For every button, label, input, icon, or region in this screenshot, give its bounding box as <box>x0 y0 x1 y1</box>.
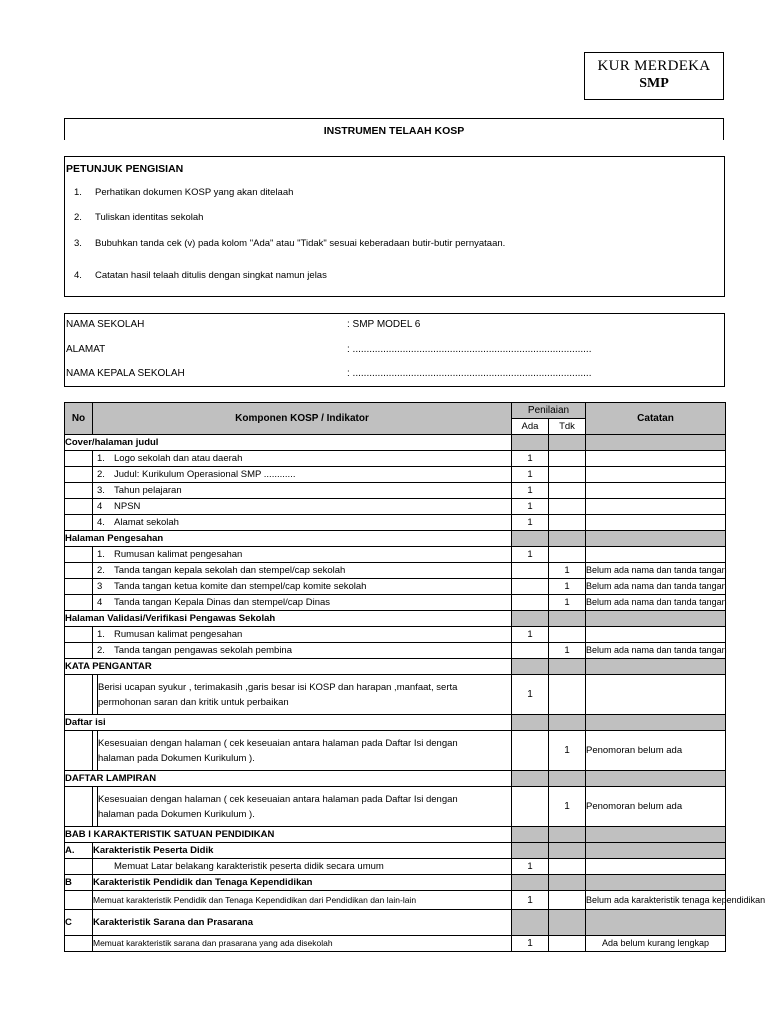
catatan-cell <box>586 483 726 499</box>
table-row <box>65 515 726 531</box>
indicator-text: Rumusan kalimat pengesahan <box>114 549 243 560</box>
subsection-title: Karakteristik Peserta Didik <box>93 843 512 859</box>
indicator-cell <box>98 787 512 827</box>
identitas-value: : ...................................................................................... <box>347 368 592 379</box>
tdk-cell <box>549 771 586 787</box>
table-row <box>65 936 726 952</box>
kur-line2: SMP <box>639 76 669 91</box>
tdk-cell <box>549 875 586 891</box>
catatan-cell <box>586 531 726 547</box>
section-title: KATA PENGANTAR <box>65 659 512 675</box>
tdk-cell <box>549 547 586 563</box>
header-catatan: Catatan <box>586 403 726 435</box>
subsection-title: Karakteristik Pendidik dan Tenaga Kependidikan <box>93 875 512 891</box>
indicator-text: Logo sekolah dan atau daerah <box>114 453 243 464</box>
table-row <box>65 843 726 859</box>
no-cell <box>65 579 93 595</box>
section-title: Halaman Validasi/Verifikasi Pengawas Sekolah <box>65 611 512 627</box>
ada-cell <box>512 595 549 611</box>
catatan-cell: Belum ada karakteristik tenaga kependidikan <box>586 891 726 910</box>
identitas-label: NAMA SEKOLAH <box>66 319 145 330</box>
indicator-number: 3 <box>97 581 103 592</box>
indicator-text: Alamat sekolah <box>114 517 179 528</box>
ada-cell <box>512 563 549 579</box>
indicator-text: Rumusan kalimat pengesahan <box>114 629 243 640</box>
petunjuk-item: 1. Perhatikan dokumen KOSP yang akan ditelaah <box>74 187 294 198</box>
table-row <box>65 451 726 467</box>
ada-cell: 1 <box>512 483 549 499</box>
tdk-cell: 1 <box>549 595 586 611</box>
tdk-cell <box>549 859 586 875</box>
table-row <box>65 771 726 787</box>
table-row <box>65 579 726 595</box>
tdk-cell <box>549 843 586 859</box>
subsection-no: A. <box>65 843 93 859</box>
ada-cell: 1 <box>512 467 549 483</box>
kurikulum-label-box <box>584 52 724 100</box>
kosp-review-table <box>64 402 766 952</box>
indicator-text: Tanda tangan ketua komite dan stempel/cap komite sekolah <box>114 581 367 592</box>
ada-cell <box>512 611 549 627</box>
indicator-cell <box>93 579 512 595</box>
ada-cell <box>512 731 549 771</box>
tdk-cell <box>549 659 586 675</box>
identitas-value: : SMP MODEL 6 <box>347 319 421 330</box>
indicator-number: 2. <box>97 469 105 480</box>
ada-cell <box>512 787 549 827</box>
table-row <box>65 787 726 827</box>
tdk-cell <box>549 483 586 499</box>
subsection-no: C <box>65 910 93 936</box>
no-cell <box>65 787 93 827</box>
subsection-title: Karakteristik Sarana dan Prasarana <box>93 910 512 936</box>
no-cell <box>65 595 93 611</box>
ada-cell <box>512 531 549 547</box>
catatan-cell <box>586 627 726 643</box>
tdk-cell <box>549 715 586 731</box>
indicator-cell <box>93 515 512 531</box>
table-row <box>65 531 726 547</box>
table-row <box>65 659 726 675</box>
ada-cell: 1 <box>512 859 549 875</box>
no-cell <box>65 891 93 910</box>
identitas-value: : ...................................................................................... <box>347 344 592 355</box>
no-cell <box>65 731 93 771</box>
catatan-cell <box>586 859 726 875</box>
header-komponen: Komponen KOSP / Indikator <box>93 403 512 435</box>
no-cell <box>65 483 93 499</box>
petunjuk-item: 3. Bubuhkan tanda cek (v) pada kolom "Ada" atau "Tidak" sesuai keberadaan butir-butir pernyataan. <box>74 238 506 249</box>
section-title: Cover/halaman judul <box>65 435 512 451</box>
tdk-cell: 1 <box>549 579 586 595</box>
ada-cell <box>512 771 549 787</box>
header-ada: Ada <box>512 419 549 435</box>
tdk-cell <box>549 467 586 483</box>
tdk-cell <box>549 827 586 843</box>
no-cell <box>65 467 93 483</box>
table-row <box>65 731 726 771</box>
catatan-cell: Belum ada nama dan tanda tangan <box>586 579 726 595</box>
indicator-text: Tahun pelajaran <box>114 485 182 496</box>
subsection-no: B <box>65 875 93 891</box>
indicator-text: Memuat karakteristik Pendidik dan Tenaga Kependidikan dari Pendidikan dan lain-lain <box>93 891 512 910</box>
ada-cell <box>512 643 549 659</box>
ada-cell <box>512 910 549 936</box>
indicator-cell <box>93 563 512 579</box>
ada-cell: 1 <box>512 891 549 910</box>
tdk-cell: 1 <box>549 563 586 579</box>
indicator-line: halaman pada Dokumen Kurikulum ). <box>98 808 255 820</box>
catatan-cell <box>586 467 726 483</box>
indicator-number: 2. <box>97 645 105 656</box>
ada-cell <box>512 579 549 595</box>
kur-line1: KUR MERDEKA <box>597 58 711 74</box>
indicator-cell <box>93 499 512 515</box>
catatan-cell <box>586 875 726 891</box>
tdk-cell <box>549 611 586 627</box>
ada-cell <box>512 659 549 675</box>
ada-cell: 1 <box>512 451 549 467</box>
indicator-text: Tanda tangan pengawas sekolah pembina <box>114 645 292 656</box>
document-title: INSTRUMEN TELAAH KOSP <box>64 118 724 140</box>
ada-cell: 1 <box>512 515 549 531</box>
tdk-cell <box>549 531 586 547</box>
ada-cell: 1 <box>512 675 549 715</box>
section-title: BAB I KARAKTERISTIK SATUAN PENDIDIKAN <box>65 827 512 843</box>
petunjuk-item: 2. Tuliskan identitas sekolah <box>74 212 204 223</box>
catatan-cell: Penomoran belum ada <box>586 787 726 827</box>
petunjuk-title: PETUNJUK PENGISIAN <box>66 163 184 175</box>
catatan-cell <box>586 435 726 451</box>
table-row <box>65 563 726 579</box>
header-no: No <box>65 403 93 435</box>
catatan-cell <box>586 499 726 515</box>
tdk-cell <box>549 435 586 451</box>
indicator-cell <box>93 627 512 643</box>
tdk-cell: 1 <box>549 787 586 827</box>
identitas-box <box>64 313 725 387</box>
identitas-label: NAMA KEPALA SEKOLAH <box>66 368 185 379</box>
tdk-cell <box>549 936 586 952</box>
table-row <box>65 875 726 891</box>
indicator-cell <box>98 731 512 771</box>
ada-cell <box>512 843 549 859</box>
catatan-cell <box>586 659 726 675</box>
catatan-cell <box>586 827 726 843</box>
no-cell <box>65 547 93 563</box>
table-row <box>65 675 726 715</box>
indicator-text: Memuat Latar belakang karakteristik peserta didik secara umum <box>114 861 384 872</box>
tdk-cell: 1 <box>549 731 586 771</box>
indicator-cell <box>98 675 512 715</box>
ada-cell <box>512 715 549 731</box>
indicator-cell <box>93 483 512 499</box>
indicator-cell <box>93 595 512 611</box>
catatan-cell <box>586 771 726 787</box>
catatan-cell: Belum ada nama dan tanda tangan <box>586 643 726 659</box>
no-cell <box>65 451 93 467</box>
table-row <box>65 643 726 659</box>
table-row <box>65 827 726 843</box>
indicator-number: 4 <box>97 501 103 512</box>
catatan-cell: Penomoran belum ada <box>586 731 726 771</box>
indicator-line: Kesesuaian dengan halaman ( cek keseuaian antara halaman pada Daftar Isi dengan <box>98 793 458 805</box>
no-cell <box>65 563 93 579</box>
section-title: Halaman Pengesahan <box>65 531 512 547</box>
no-cell <box>65 499 93 515</box>
indicator-number: 4 <box>97 597 103 608</box>
indicator-number: 1. <box>97 453 105 464</box>
indicator-number: 3. <box>97 485 105 496</box>
indicator-text: NPSN <box>114 501 141 512</box>
ada-cell <box>512 827 549 843</box>
table-row <box>65 435 726 451</box>
catatan-cell: Ada belum kurang lengkap <box>586 936 726 952</box>
ada-cell <box>512 875 549 891</box>
indicator-line: Berisi ucapan syukur , terimakasih ,garis besar isi KOSP dan harapan ,manfaat, serta <box>98 681 458 693</box>
header-penilaian: Penilaian <box>512 403 586 419</box>
no-cell <box>65 515 93 531</box>
table-row <box>65 891 726 910</box>
catatan-cell <box>586 515 726 531</box>
ada-cell: 1 <box>512 627 549 643</box>
catatan-cell <box>586 611 726 627</box>
no-cell <box>65 675 93 715</box>
section-title: DAFTAR LAMPIRAN <box>65 771 512 787</box>
tdk-cell <box>549 910 586 936</box>
table-row <box>65 627 726 643</box>
ada-cell: 1 <box>512 936 549 952</box>
ada-cell <box>512 435 549 451</box>
catatan-cell <box>586 675 726 715</box>
table-row <box>65 483 726 499</box>
identitas-label: ALAMAT <box>66 344 106 355</box>
tdk-cell <box>549 499 586 515</box>
table-row <box>65 595 726 611</box>
indicator-text: Tanda tangan kepala sekolah dan stempel/cap sekolah <box>114 565 346 576</box>
table-row <box>65 859 726 875</box>
tdk-cell <box>549 675 586 715</box>
catatan-cell <box>586 715 726 731</box>
tdk-cell <box>549 451 586 467</box>
indicator-line: permohonan saran dan kritik untuk perbaikan <box>98 696 289 708</box>
indicator-line: Kesesuaian dengan halaman ( cek keseuaian antara halaman pada Daftar Isi dengan <box>98 737 458 749</box>
catatan-cell <box>586 910 726 936</box>
indicator-number: 2. <box>97 565 105 576</box>
header-tdk: Tdk <box>549 419 586 435</box>
petunjuk-item: 4. Catatan hasil telaah ditulis dengan singkat namun jelas <box>74 270 327 281</box>
indicator-cell <box>93 859 512 875</box>
no-cell <box>65 859 93 875</box>
indicator-cell <box>93 451 512 467</box>
no-cell <box>65 627 93 643</box>
ada-cell: 1 <box>512 547 549 563</box>
tdk-cell <box>549 891 586 910</box>
catatan-cell: Belum ada nama dan tanda tangan <box>586 563 726 579</box>
indicator-number: 1. <box>97 629 105 640</box>
indicator-line: halaman pada Dokumen Kurikulum ). <box>98 752 255 764</box>
catatan-cell <box>586 547 726 563</box>
indicator-number: 1. <box>97 549 105 560</box>
indicator-cell <box>93 643 512 659</box>
section-title: Daftar isi <box>65 715 512 731</box>
table-row <box>65 499 726 515</box>
tdk-cell: 1 <box>549 643 586 659</box>
table-row <box>65 547 726 563</box>
tdk-cell <box>549 515 586 531</box>
table-row <box>65 467 726 483</box>
indicator-text: Memuat karakteristik sarana dan prasarana yang ada disekolah <box>93 936 512 952</box>
catatan-cell <box>586 451 726 467</box>
table-row <box>65 910 726 936</box>
table-row <box>65 715 726 731</box>
indicator-text: Tanda tangan Kepala Dinas dan stempel/cap Dinas <box>114 597 331 608</box>
no-cell <box>65 643 93 659</box>
indicator-number: 4. <box>97 517 105 528</box>
petunjuk-box <box>64 156 725 297</box>
ada-cell: 1 <box>512 499 549 515</box>
catatan-cell <box>586 843 726 859</box>
table-row <box>65 611 726 627</box>
indicator-cell <box>93 467 512 483</box>
indicator-text: Judul: Kurikulum Operasional SMP ............ <box>114 469 296 480</box>
catatan-cell: Belum ada nama dan tanda tangan <box>586 595 726 611</box>
indicator-cell <box>93 547 512 563</box>
tdk-cell <box>549 627 586 643</box>
no-cell <box>65 936 93 952</box>
